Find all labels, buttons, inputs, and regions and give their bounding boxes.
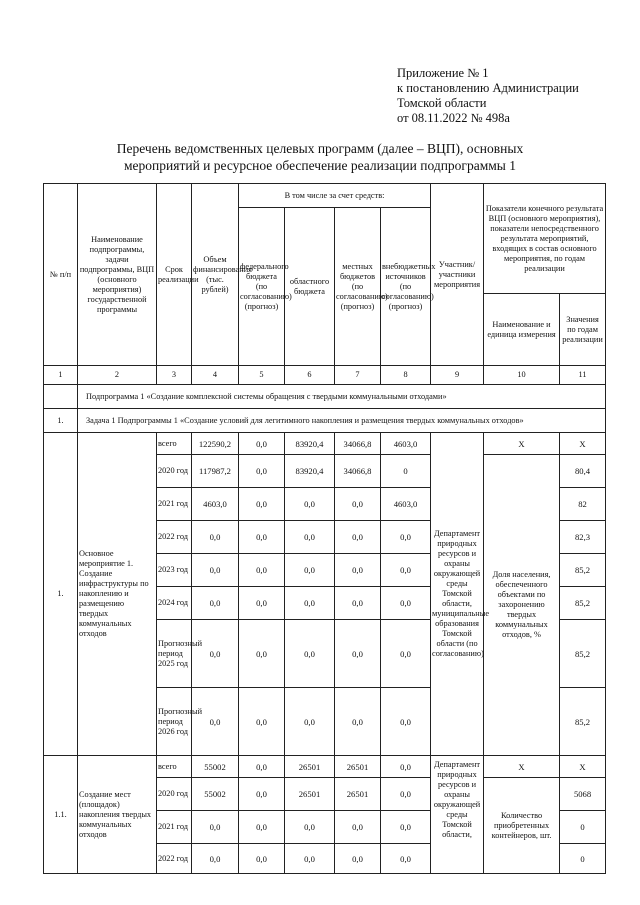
activity1-offbudget: 0,0 bbox=[381, 620, 431, 688]
activity1-regional: 0,0 bbox=[285, 521, 335, 554]
header-num: № п/п bbox=[44, 184, 78, 366]
activity1-num: 1. bbox=[44, 433, 78, 756]
activity1-local: 0,0 bbox=[335, 554, 381, 587]
activity1-offbudget: 4603,0 bbox=[381, 488, 431, 521]
activity1-indicator-name: Доля населения, обеспеченного объектами по захоронению твердых коммунальных отходов, % bbox=[484, 455, 560, 756]
activity1-volume: 122590,2 bbox=[192, 433, 239, 455]
appendix-line-4: от 08.11.2022 № 498а bbox=[397, 111, 510, 125]
activity1-volume: 0,0 bbox=[192, 554, 239, 587]
subprogram-num-cell bbox=[44, 385, 78, 409]
activity11-indicator-total: Х bbox=[484, 756, 560, 778]
activity11-term: всего bbox=[157, 756, 192, 778]
header-offbudget: внебюджетных источников (по согласованию) (прогноз) bbox=[381, 208, 431, 366]
col-number-6: 6 bbox=[285, 366, 335, 385]
col-number-7: 7 bbox=[335, 366, 381, 385]
col-number-10: 10 bbox=[484, 366, 560, 385]
col-number-11: 11 bbox=[560, 366, 606, 385]
task-row: Задача 1 Подпрограммы 1 «Создание условий для легитимного накопления и размещения твердых коммунальных отходов» bbox=[78, 409, 606, 433]
col-number-2: 2 bbox=[78, 366, 157, 385]
activity1-term: 2024 год bbox=[157, 587, 192, 620]
appendix-line-3: Томской области bbox=[397, 96, 487, 110]
header-local: местных бюджетов (по согласованию) (прогноз) bbox=[335, 208, 381, 366]
activity1-term: 2021 год bbox=[157, 488, 192, 521]
activity11-indicator-value: 0 bbox=[560, 811, 606, 844]
activity1-federal: 0,0 bbox=[239, 688, 285, 756]
activity11-indicator-value: 5068 bbox=[560, 778, 606, 811]
activity11-offbudget: 0,0 bbox=[381, 778, 431, 811]
activity1-indicator-value: 82,3 bbox=[560, 521, 606, 554]
task-num: 1. bbox=[44, 409, 78, 433]
activity1-indicator-value: 82 bbox=[560, 488, 606, 521]
activity11-federal: 0,0 bbox=[239, 844, 285, 874]
activity1-indicator-value: Х bbox=[560, 433, 606, 455]
activity1-regional: 0,0 bbox=[285, 620, 335, 688]
activity11-federal: 0,0 bbox=[239, 811, 285, 844]
activity11-indicator-value: 0 bbox=[560, 844, 606, 874]
activity1-volume: 0,0 bbox=[192, 521, 239, 554]
activity1-volume: 117987,2 bbox=[192, 455, 239, 488]
activity1-local: 0,0 bbox=[335, 521, 381, 554]
activity11-indicator-value: Х bbox=[560, 756, 606, 778]
activity11-local: 0,0 bbox=[335, 844, 381, 874]
activity1-name: Основное мероприятие 1. Создание инфраструктуры по накоплению и размещению твердых коммунальных отходов bbox=[78, 433, 157, 756]
activity1-federal: 0,0 bbox=[239, 620, 285, 688]
header-indicator-value: Значения по годам реализации bbox=[560, 294, 606, 366]
header-federal: федерального бюджета (по согласованию) (прогноз) bbox=[239, 208, 285, 366]
activity1-offbudget: 0,0 bbox=[381, 688, 431, 756]
activity11-num: 1.1. bbox=[44, 756, 78, 874]
activity1-term: 2020 год bbox=[157, 455, 192, 488]
activity1-local: 34066,8 bbox=[335, 455, 381, 488]
activity11-term: 2022 год bbox=[157, 844, 192, 874]
activity1-volume: 0,0 bbox=[192, 587, 239, 620]
header-name: Наименование подпрограммы, задачи подпрограммы, ВЦП (основного мероприятия) государственной программы bbox=[78, 184, 157, 366]
activity11-regional: 0,0 bbox=[285, 844, 335, 874]
activity11-local: 26501 bbox=[335, 756, 381, 778]
activity1-term: Прогнозный период 2025 год bbox=[157, 620, 192, 688]
activity1-indicator-value: 85,2 bbox=[560, 620, 606, 688]
activity1-federal: 0,0 bbox=[239, 433, 285, 455]
document-title bbox=[40, 140, 600, 174]
activity11-offbudget: 0,0 bbox=[381, 756, 431, 778]
activity1-indicator-value: 85,2 bbox=[560, 587, 606, 620]
activity1-regional: 0,0 bbox=[285, 488, 335, 521]
col-number-4: 4 bbox=[192, 366, 239, 385]
activity1-local: 0,0 bbox=[335, 488, 381, 521]
col-number-5: 5 bbox=[239, 366, 285, 385]
activity11-volume: 55002 bbox=[192, 756, 239, 778]
activity1-term: всего bbox=[157, 433, 192, 455]
activity1-regional: 0,0 bbox=[285, 688, 335, 756]
activity11-participant: Департамент природных ресурсов и охраны окружающей среды Томской области, bbox=[431, 756, 484, 874]
activity1-regional: 0,0 bbox=[285, 587, 335, 620]
appendix-line-2: к постановлению Администрации bbox=[397, 81, 579, 95]
activity11-federal: 0,0 bbox=[239, 756, 285, 778]
appendix-line-1: Приложение № 1 bbox=[397, 66, 489, 80]
subprogram-row: Подпрограмма 1 «Создание комплексной системы обращения с твердыми коммунальными отходами» bbox=[78, 385, 606, 409]
activity1-term: 2023 год bbox=[157, 554, 192, 587]
col-number-3: 3 bbox=[157, 366, 192, 385]
activity11-volume: 55002 bbox=[192, 778, 239, 811]
activity11-term: 2020 год bbox=[157, 778, 192, 811]
activity1-indicator-value: 80,4 bbox=[560, 455, 606, 488]
header-term: Срок реализации bbox=[157, 184, 192, 366]
activity11-volume: 0,0 bbox=[192, 811, 239, 844]
activity1-participant: Департамент природных ресурсов и охраны окружающей среды Томской области, муниципальные образования Томской области (по согласованию) bbox=[431, 433, 484, 756]
activity1-regional: 0,0 bbox=[285, 554, 335, 587]
activity11-regional: 26501 bbox=[285, 778, 335, 811]
activity1-offbudget: 0,0 bbox=[381, 521, 431, 554]
activity1-regional: 83920,4 bbox=[285, 433, 335, 455]
activity11-term: 2021 год bbox=[157, 811, 192, 844]
activity1-term: Прогнозный период 2026 год bbox=[157, 688, 192, 756]
activity1-local: 0,0 bbox=[335, 587, 381, 620]
activity1-federal: 0,0 bbox=[239, 488, 285, 521]
activity11-local: 26501 bbox=[335, 778, 381, 811]
activity11-name: Создание мест (площадок) накопления твердых коммунальных отходов bbox=[78, 756, 157, 874]
program-table bbox=[43, 183, 606, 874]
activity1-federal: 0,0 bbox=[239, 455, 285, 488]
activity11-federal: 0,0 bbox=[239, 778, 285, 811]
activity1-federal: 0,0 bbox=[239, 521, 285, 554]
activity1-local: 0,0 bbox=[335, 620, 381, 688]
activity1-federal: 0,0 bbox=[239, 587, 285, 620]
activity1-indicator-value: 85,2 bbox=[560, 554, 606, 587]
activity11-regional: 26501 bbox=[285, 756, 335, 778]
activity1-regional: 83920,4 bbox=[285, 455, 335, 488]
activity1-local: 34066,8 bbox=[335, 433, 381, 455]
title-line-2: мероприятий и ресурсное обеспечение реализации подпрограммы 1 bbox=[124, 158, 516, 173]
header-regional: областного бюджета bbox=[285, 208, 335, 366]
header-indicator-name: Наименование и единица измерения bbox=[484, 294, 560, 366]
activity1-volume: 0,0 bbox=[192, 688, 239, 756]
header-participant: Участник/ участники мероприятия bbox=[431, 184, 484, 366]
activity11-volume: 0,0 bbox=[192, 844, 239, 874]
activity1-offbudget: 0 bbox=[381, 455, 431, 488]
activity11-local: 0,0 bbox=[335, 811, 381, 844]
title-line-1: Перечень ведомственных целевых программ (далее – ВЦП), основных bbox=[116, 141, 524, 156]
activity1-offbudget: 0,0 bbox=[381, 587, 431, 620]
col-number-9: 9 bbox=[431, 366, 484, 385]
header-indicators-group: Показатели конечного результата ВЦП (основного мероприятия), показатели непосредственного результата мероприятий, входящих в состав основного мероприятия, по годам реализации bbox=[484, 184, 606, 294]
header-sources-group: В том числе за счет средств: bbox=[239, 184, 431, 208]
col-number-1: 1 bbox=[44, 366, 78, 385]
activity1-offbudget: 0,0 bbox=[381, 554, 431, 587]
appendix-block bbox=[397, 66, 579, 126]
activity1-offbudget: 4603,0 bbox=[381, 433, 431, 455]
activity1-indicator-total: Х bbox=[484, 433, 560, 455]
activity11-offbudget: 0,0 bbox=[381, 811, 431, 844]
activity1-term: 2022 год bbox=[157, 521, 192, 554]
activity11-regional: 0,0 bbox=[285, 811, 335, 844]
activity11-offbudget: 0,0 bbox=[381, 844, 431, 874]
activity1-local: 0,0 bbox=[335, 688, 381, 756]
activity1-federal: 0,0 bbox=[239, 554, 285, 587]
activity1-indicator-value: 85,2 bbox=[560, 688, 606, 756]
activity1-volume: 0,0 bbox=[192, 620, 239, 688]
header-volume: Объем финансирования (тыс. рублей) bbox=[192, 184, 239, 366]
col-number-8: 8 bbox=[381, 366, 431, 385]
activity11-indicator-name: Количество приобретенных контейнеров, шт. bbox=[484, 778, 560, 874]
activity1-volume: 4603,0 bbox=[192, 488, 239, 521]
